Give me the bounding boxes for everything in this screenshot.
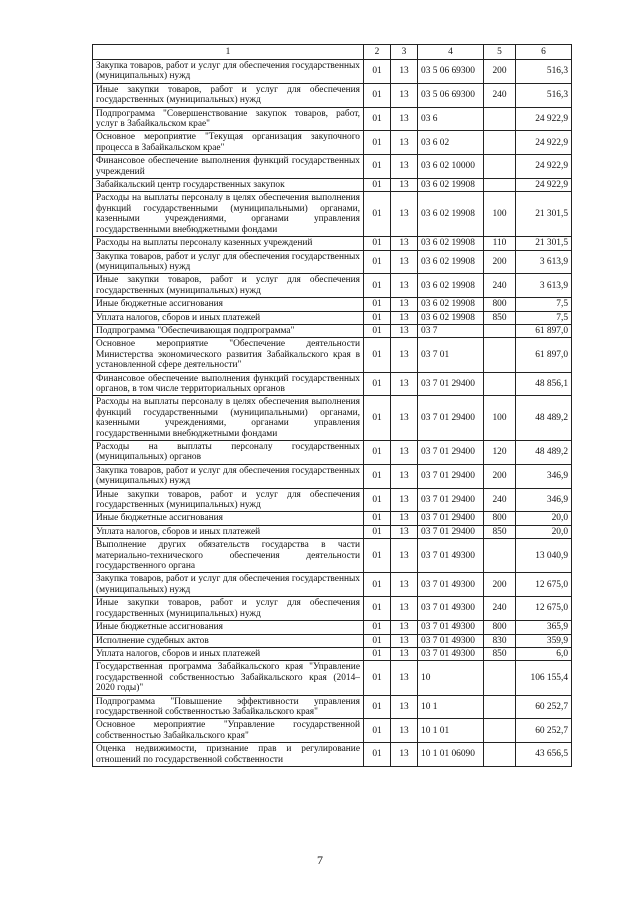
section-code: 01 — [364, 488, 391, 512]
amount: 12 675,0 — [516, 573, 572, 597]
section-code: 01 — [364, 695, 391, 719]
section-code: 01 — [364, 179, 391, 192]
row-name: Расходы на выплаты персоналу государственных (муниципальных) органов — [93, 441, 364, 465]
section-code: 01 — [364, 634, 391, 647]
expense-type: 100 — [484, 192, 516, 237]
header-col-2: 2 — [364, 45, 391, 60]
section-code: 01 — [364, 250, 391, 274]
row-name: Расходы на выплаты персоналу в целях обеспечения выполнения функций государственными (муниципальными) органами, казенными учреждениями, органами управления государственными внебюджетными фондами — [93, 396, 364, 441]
section-code: 01 — [364, 83, 391, 107]
row-name: Подпрограмма "Обеспечивающая подпрограмма" — [93, 324, 364, 337]
table-row — [93, 539, 572, 573]
subsection-code: 13 — [391, 597, 418, 621]
target-article: 03 7 01 49300 — [418, 539, 484, 573]
expense-type: 240 — [484, 488, 516, 512]
subsection-code: 13 — [391, 179, 418, 192]
header-col-5: 5 — [484, 45, 516, 60]
table-row — [93, 274, 572, 298]
header-col-4: 4 — [418, 45, 484, 60]
amount: 106 155,4 — [516, 661, 572, 695]
row-name: Финансовое обеспечение выполнения функций государственных органов, в том числе территориальных органов — [93, 372, 364, 396]
target-article: 03 7 01 49300 — [418, 647, 484, 660]
amount: 13 040,9 — [516, 539, 572, 573]
row-name: Исполнение судебных актов — [93, 634, 364, 647]
target-article: 03 7 01 29400 — [418, 441, 484, 465]
target-article: 03 6 02 19908 — [418, 192, 484, 237]
amount: 60 252,7 — [516, 695, 572, 719]
target-article: 03 7 01 49300 — [418, 597, 484, 621]
amount: 7,5 — [516, 298, 572, 311]
row-name: Государственная программа Забайкальского края "Управление государственной собственностью Забайкальского края (2014–2020 годы)" — [93, 661, 364, 695]
expense-type: 240 — [484, 83, 516, 107]
expense-type: 800 — [484, 512, 516, 525]
expense-type: 850 — [484, 525, 516, 538]
subsection-code: 13 — [391, 464, 418, 488]
row-name: Основное мероприятие "Обеспечение деятельности Министерства экономического развития Забайкальского края в установленной сфере деятельности" — [93, 338, 364, 372]
section-code: 01 — [364, 525, 391, 538]
row-name: Забайкальский центр государственных закупок — [93, 179, 364, 192]
section-code: 01 — [364, 338, 391, 372]
section-code: 01 — [364, 661, 391, 695]
amount: 21 301,5 — [516, 237, 572, 250]
target-article: 03 6 02 19908 — [418, 179, 484, 192]
expense-type: 200 — [484, 573, 516, 597]
target-article: 03 5 06 69300 — [418, 60, 484, 84]
row-name: Выполнение других обязательств государства в части материально-технического обеспечения деятельности государственного органа — [93, 539, 364, 573]
row-name: Иные закупки товаров, работ и услуг для обеспечения государственных (муниципальных) нужд — [93, 488, 364, 512]
expense-type — [484, 372, 516, 396]
expense-type: 850 — [484, 647, 516, 660]
expense-type — [484, 338, 516, 372]
section-code: 01 — [364, 311, 391, 324]
table-row — [93, 695, 572, 719]
subsection-code: 13 — [391, 488, 418, 512]
row-name: Подпрограмма "Совершенствование закупок товаров, работ, услуг в Забайкальском крае" — [93, 107, 364, 131]
table-row — [93, 83, 572, 107]
table-row — [93, 441, 572, 465]
section-code: 01 — [364, 155, 391, 179]
table-row — [93, 155, 572, 179]
target-article: 03 7 01 49300 — [418, 573, 484, 597]
table-row — [93, 743, 572, 767]
table-row — [93, 192, 572, 237]
amount: 20,0 — [516, 525, 572, 538]
target-article: 10 — [418, 661, 484, 695]
subsection-code: 13 — [391, 525, 418, 538]
amount: 365,9 — [516, 621, 572, 634]
amount: 359,9 — [516, 634, 572, 647]
subsection-code: 13 — [391, 719, 418, 743]
target-article: 03 7 01 29400 — [418, 525, 484, 538]
section-code: 01 — [364, 441, 391, 465]
table-row — [93, 250, 572, 274]
subsection-code: 13 — [391, 539, 418, 573]
subsection-code: 13 — [391, 60, 418, 84]
row-name: Финансовое обеспечение выполнения функций государственных учреждений — [93, 155, 364, 179]
target-article: 03 6 — [418, 107, 484, 131]
subsection-code: 13 — [391, 131, 418, 155]
section-code: 01 — [364, 719, 391, 743]
table-row — [93, 179, 572, 192]
amount: 3 613,9 — [516, 250, 572, 274]
amount: 21 301,5 — [516, 192, 572, 237]
row-name: Иные закупки товаров, работ и услуг для обеспечения государственных (муниципальных) нужд — [93, 274, 364, 298]
subsection-code: 13 — [391, 192, 418, 237]
row-name: Закупка товаров, работ и услуг для обеспечения государственных (муниципальных) нужд — [93, 573, 364, 597]
subsection-code: 13 — [391, 274, 418, 298]
row-name: Оценка недвижимости, признание прав и регулирование отношений по государственной собственности — [93, 743, 364, 767]
row-name: Подпрограмма "Повышение эффективности управления государственной собственностью Забайкальского края" — [93, 695, 364, 719]
table-row — [93, 298, 572, 311]
row-name: Иные закупки товаров, работ и услуг для обеспечения государственных (муниципальных) нужд — [93, 83, 364, 107]
expense-type: 240 — [484, 597, 516, 621]
target-article: 03 7 01 29400 — [418, 464, 484, 488]
target-article: 03 7 01 29400 — [418, 488, 484, 512]
expense-type — [484, 539, 516, 573]
expense-type: 110 — [484, 237, 516, 250]
header-col-3: 3 — [391, 45, 418, 60]
expense-type — [484, 661, 516, 695]
subsection-code: 13 — [391, 743, 418, 767]
amount: 6,0 — [516, 647, 572, 660]
section-code: 01 — [364, 597, 391, 621]
amount: 24 922,9 — [516, 131, 572, 155]
expense-type: 830 — [484, 634, 516, 647]
row-name: Закупка товаров, работ и услуг для обеспечения государственных (муниципальных) нужд — [93, 60, 364, 84]
section-code: 01 — [364, 274, 391, 298]
section-code: 01 — [364, 237, 391, 250]
subsection-code: 13 — [391, 396, 418, 441]
amount: 24 922,9 — [516, 155, 572, 179]
expense-type — [484, 131, 516, 155]
table-row — [93, 324, 572, 337]
subsection-code: 13 — [391, 372, 418, 396]
target-article: 03 6 02 19908 — [418, 250, 484, 274]
amount: 346,9 — [516, 464, 572, 488]
target-article: 03 7 01 49300 — [418, 634, 484, 647]
header-col-6: 6 — [516, 45, 572, 60]
table-row — [93, 311, 572, 324]
subsection-code: 13 — [391, 298, 418, 311]
target-article: 03 7 01 29400 — [418, 396, 484, 441]
expense-type: 800 — [484, 621, 516, 634]
amount: 516,3 — [516, 60, 572, 84]
section-code: 01 — [364, 107, 391, 131]
expense-type — [484, 743, 516, 767]
amount: 516,3 — [516, 83, 572, 107]
row-name: Уплата налогов, сборов и иных платежей — [93, 525, 364, 538]
table-row — [93, 597, 572, 621]
row-name: Иные закупки товаров, работ и услуг для обеспечения государственных (муниципальных) нужд — [93, 597, 364, 621]
expense-type: 200 — [484, 60, 516, 84]
expense-type — [484, 179, 516, 192]
expense-type: 200 — [484, 250, 516, 274]
subsection-code: 13 — [391, 647, 418, 660]
amount: 61 897,0 — [516, 324, 572, 337]
table-row — [93, 525, 572, 538]
target-article: 03 7 — [418, 324, 484, 337]
target-article: 03 5 06 69300 — [418, 83, 484, 107]
target-article: 03 6 02 19908 — [418, 274, 484, 298]
amount: 346,9 — [516, 488, 572, 512]
table-row — [93, 488, 572, 512]
subsection-code: 13 — [391, 83, 418, 107]
target-article: 10 1 01 — [418, 719, 484, 743]
expense-type: 850 — [484, 311, 516, 324]
row-name: Иные бюджетные ассигнования — [93, 512, 364, 525]
subsection-code: 13 — [391, 107, 418, 131]
amount: 43 656,5 — [516, 743, 572, 767]
target-article: 03 7 01 — [418, 338, 484, 372]
table-row — [93, 661, 572, 695]
row-name: Расходы на выплаты персоналу казенных учреждений — [93, 237, 364, 250]
table-row — [93, 634, 572, 647]
target-article: 10 1 — [418, 695, 484, 719]
section-code: 01 — [364, 621, 391, 634]
section-code: 01 — [364, 60, 391, 84]
expense-type — [484, 155, 516, 179]
target-article: 03 6 02 19908 — [418, 311, 484, 324]
amount: 48 489,2 — [516, 441, 572, 465]
table-row — [93, 573, 572, 597]
section-code: 01 — [364, 573, 391, 597]
section-code: 01 — [364, 298, 391, 311]
page-number: 7 — [317, 853, 323, 867]
expense-type: 200 — [484, 464, 516, 488]
expense-type: 120 — [484, 441, 516, 465]
target-article: 10 1 01 06090 — [418, 743, 484, 767]
amount: 24 922,9 — [516, 179, 572, 192]
amount: 20,0 — [516, 512, 572, 525]
table-row — [93, 372, 572, 396]
table-body — [93, 60, 572, 767]
subsection-code: 13 — [391, 695, 418, 719]
budget-table — [92, 44, 572, 767]
table-row — [93, 237, 572, 250]
amount: 60 252,7 — [516, 719, 572, 743]
target-article: 03 6 02 19908 — [418, 237, 484, 250]
amount: 12 675,0 — [516, 597, 572, 621]
section-code: 01 — [364, 324, 391, 337]
section-code: 01 — [364, 372, 391, 396]
target-article: 03 7 01 49300 — [418, 621, 484, 634]
row-name: Закупка товаров, работ и услуг для обеспечения государственных (муниципальных) нужд — [93, 464, 364, 488]
amount: 48 489,2 — [516, 396, 572, 441]
row-name: Расходы на выплаты персоналу в целях обеспечения выполнения функций государственными (муниципальными) органами, казенными учреждениями, органами управления государственными внебюджетными фондами — [93, 192, 364, 237]
row-name: Иные бюджетные ассигнования — [93, 621, 364, 634]
expense-type: 100 — [484, 396, 516, 441]
section-code: 01 — [364, 647, 391, 660]
subsection-code: 13 — [391, 324, 418, 337]
amount: 48 856,1 — [516, 372, 572, 396]
subsection-code: 13 — [391, 237, 418, 250]
section-code: 01 — [364, 743, 391, 767]
table-row — [93, 464, 572, 488]
subsection-code: 13 — [391, 250, 418, 274]
row-name: Основное мероприятие "Управление государственной собственностью Забайкальского края" — [93, 719, 364, 743]
section-code: 01 — [364, 131, 391, 155]
row-name: Уплата налогов, сборов и иных платежей — [93, 647, 364, 660]
target-article: 03 6 02 19908 — [418, 298, 484, 311]
subsection-code: 13 — [391, 338, 418, 372]
table-row — [93, 512, 572, 525]
amount: 3 613,9 — [516, 274, 572, 298]
subsection-code: 13 — [391, 155, 418, 179]
expense-type — [484, 107, 516, 131]
subsection-code: 13 — [391, 634, 418, 647]
table-row — [93, 131, 572, 155]
expense-type: 240 — [484, 274, 516, 298]
expense-type — [484, 719, 516, 743]
row-name: Уплата налогов, сборов и иных платежей — [93, 311, 364, 324]
target-article: 03 6 02 10000 — [418, 155, 484, 179]
table-row — [93, 396, 572, 441]
row-name: Иные бюджетные ассигнования — [93, 298, 364, 311]
amount: 61 897,0 — [516, 338, 572, 372]
subsection-code: 13 — [391, 573, 418, 597]
row-name: Закупка товаров, работ и услуг для обеспечения государственных (муниципальных) нужд — [93, 250, 364, 274]
table-row — [93, 719, 572, 743]
target-article: 03 7 01 29400 — [418, 372, 484, 396]
target-article: 03 7 01 29400 — [418, 512, 484, 525]
subsection-code: 13 — [391, 311, 418, 324]
table-row — [93, 621, 572, 634]
row-name: Основное мероприятие "Текущая организация закупочного процесса в Забайкальском крае" — [93, 131, 364, 155]
subsection-code: 13 — [391, 441, 418, 465]
header-col-1: 1 — [93, 45, 364, 60]
subsection-code: 13 — [391, 512, 418, 525]
table-row — [93, 338, 572, 372]
table-row — [93, 60, 572, 84]
section-code: 01 — [364, 539, 391, 573]
subsection-code: 13 — [391, 621, 418, 634]
section-code: 01 — [364, 464, 391, 488]
expense-type — [484, 324, 516, 337]
header-row — [93, 45, 572, 60]
subsection-code: 13 — [391, 661, 418, 695]
section-code: 01 — [364, 192, 391, 237]
target-article: 03 6 02 — [418, 131, 484, 155]
section-code: 01 — [364, 512, 391, 525]
section-code: 01 — [364, 396, 391, 441]
amount: 7,5 — [516, 311, 572, 324]
amount: 24 922,9 — [516, 107, 572, 131]
table-row — [93, 107, 572, 131]
expense-type — [484, 695, 516, 719]
expense-type: 800 — [484, 298, 516, 311]
table-row — [93, 647, 572, 660]
